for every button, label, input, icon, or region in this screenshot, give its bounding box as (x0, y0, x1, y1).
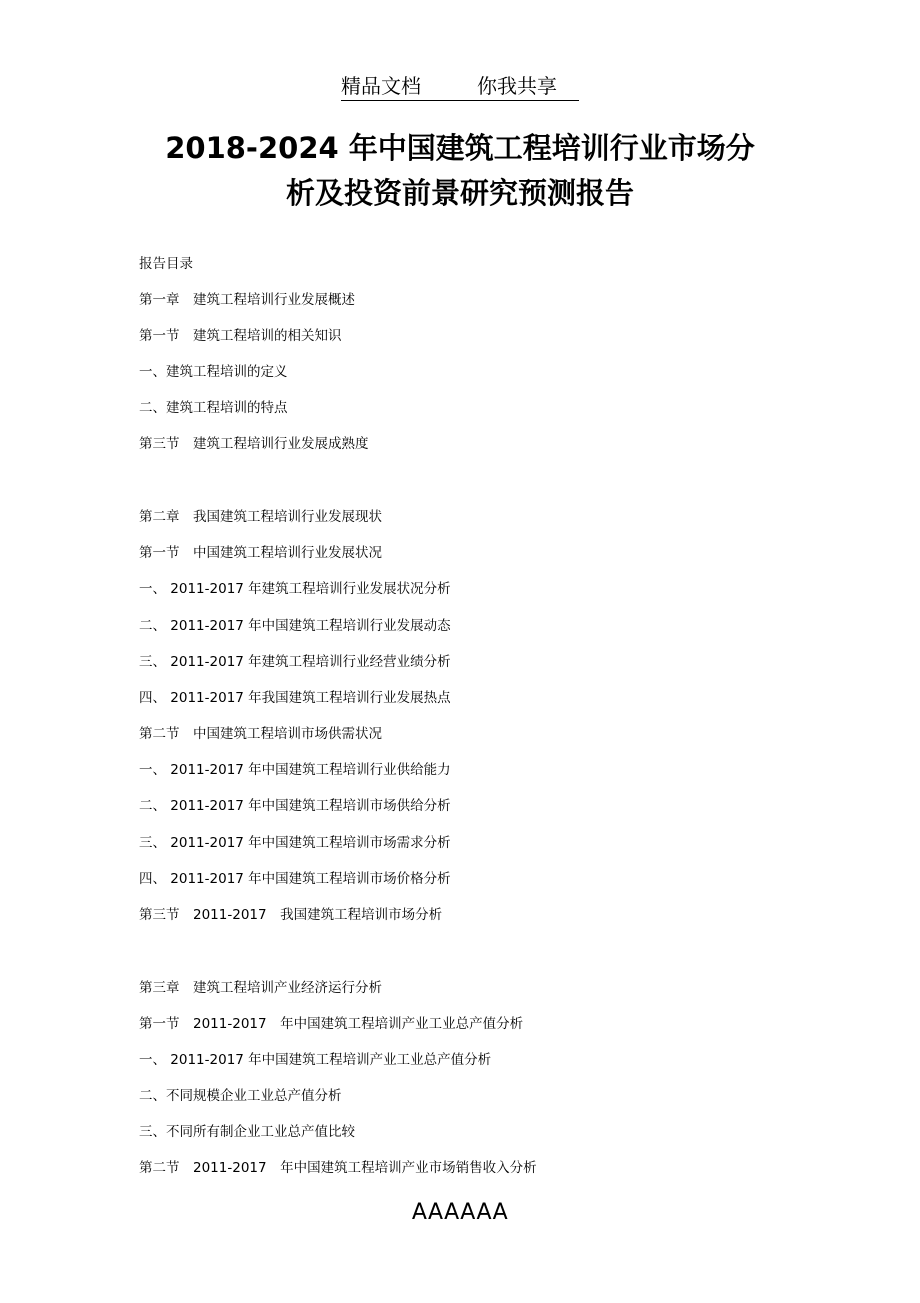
toc-line: 第一节 中国建筑工程培训行业发展状况 (139, 545, 382, 561)
toc-line: 二、 2011-2017 年中国建筑工程培训行业发展动态 (139, 618, 451, 634)
toc-line: 一、 2011-2017 年中国建筑工程培训行业供给能力 (139, 762, 451, 778)
toc-line: 一、 2011-2017 年中国建筑工程培训产业工业总产值分析 (139, 1052, 492, 1068)
toc-line: 一、建筑工程培训的定义 (139, 364, 288, 380)
toc-line: 三、 2011-2017 年中国建筑工程培训市场需求分析 (139, 835, 451, 851)
toc-line: 第三章 建筑工程培训产业经济运行分析 (139, 980, 382, 996)
toc-line: 第一节 2011-2017 年中国建筑工程培训产业工业总产值分析 (139, 1016, 524, 1032)
toc-line: 第一节 建筑工程培训的相关知识 (139, 328, 342, 344)
toc-line: 第一章 建筑工程培训行业发展概述 (139, 292, 355, 308)
table-of-contents (139, 0, 839, 1303)
toc-line: 四、 2011-2017 年中国建筑工程培训市场价格分析 (139, 871, 451, 887)
toc-line: 一、 2011-2017 年建筑工程培训行业发展状况分析 (139, 581, 451, 597)
header-right-text: 你我共享 (477, 74, 557, 98)
toc-line: 二、建筑工程培训的特点 (139, 400, 288, 416)
page-footer: AAAAAA (411, 1200, 509, 1225)
toc-line: 第三节 建筑工程培训行业发展成熟度 (139, 436, 369, 452)
toc-line: 四、 2011-2017 年我国建筑工程培训行业发展热点 (139, 690, 451, 706)
report-title-line-1: 2018-2024 年中国建筑工程培训行业市场分 (165, 131, 755, 165)
toc-line: 第二章 我国建筑工程培训行业发展现状 (139, 509, 382, 525)
report-title-line-2: 析及投资前景研究预测报告 (285, 176, 634, 210)
toc-line: 三、不同所有制企业工业总产值比较 (139, 1124, 355, 1140)
toc-line: 二、 2011-2017 年中国建筑工程培训市场供给分析 (139, 798, 451, 814)
toc-line: 第二节 2011-2017 年中国建筑工程培训产业市场销售收入分析 (139, 1160, 537, 1176)
toc-heading: 报告目录 (139, 256, 193, 272)
toc-line: 二、不同规模企业工业总产值分析 (139, 1088, 342, 1104)
header-left-text: 精品文档 (341, 74, 421, 98)
toc-line: 第三节 2011-2017 我国建筑工程培训市场分析 (139, 907, 443, 923)
toc-line: 第二节 中国建筑工程培训市场供需状况 (139, 726, 382, 742)
toc-line: 三、 2011-2017 年建筑工程培训行业经营业绩分析 (139, 654, 451, 670)
